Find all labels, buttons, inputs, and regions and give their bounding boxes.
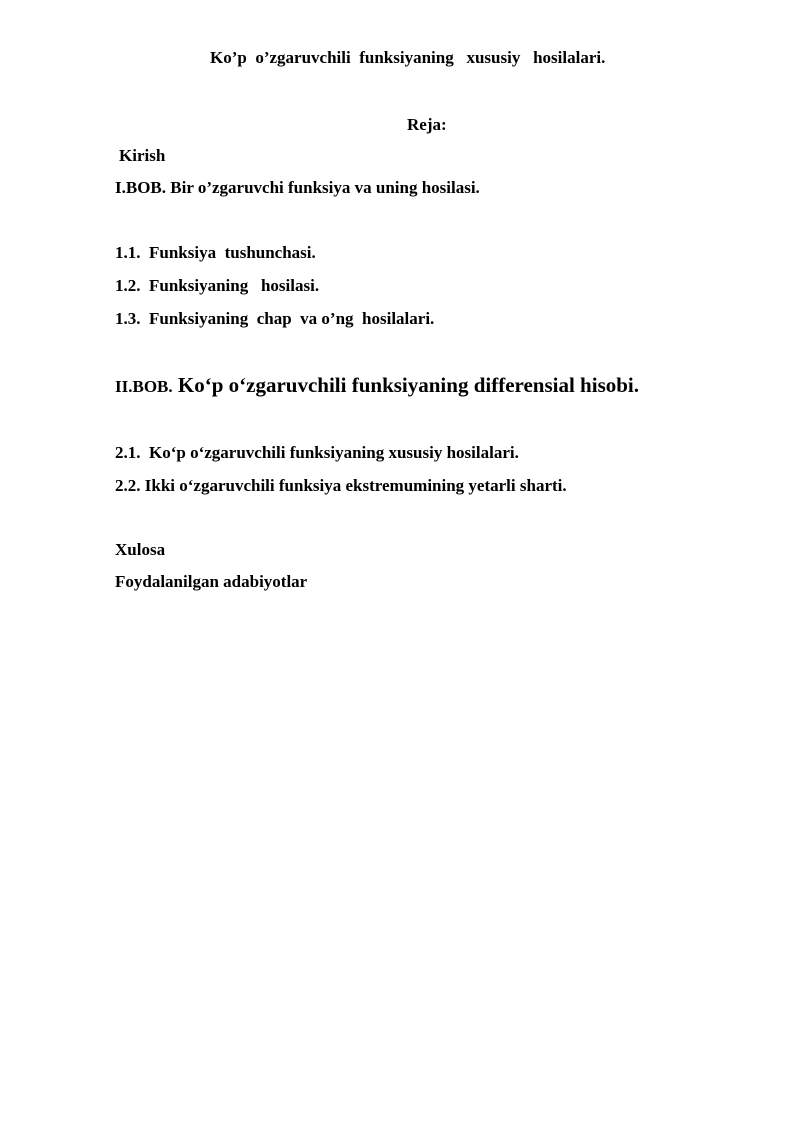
document-title: Ko’p o’zgaruvchili funksiyaning xususiy hosilalari. (210, 48, 606, 67)
toc-section-1-1: 1.1. Funksiya tushunchasi. (115, 243, 316, 262)
toc-section-2-1: 2.1. Koʻp oʻzgaruvchili funksiyaning xususiy hosilalari. (115, 443, 519, 462)
toc-conclusion: Xulosa (115, 540, 166, 559)
toc-chapter-2-prefix: II.BOB. (115, 377, 173, 396)
toc-chapter-2-heading (115, 372, 639, 400)
toc-intro: Kirish (119, 146, 166, 165)
toc-section-1-3: 1.3. Funksiyaning chap va o’ng hosilalari. (115, 309, 435, 328)
toc-section-2-2: 2.2. Ikki oʻzgaruvchili funksiya ekstremumining yetarli sharti. (115, 476, 567, 495)
toc-chapter-1-heading: I.BOB. Bir o’zgaruvchi funksiya va uning hosilasi. (115, 178, 480, 197)
toc-section-1-2: 1.2. Funksiyaning hosilasi. (115, 276, 320, 295)
toc-references: Foydalanilgan adabiyotlar (115, 572, 308, 591)
toc-chapter-2-title: Koʻp oʻzgaruvchili funksiyaning differensial hisobi. (172, 373, 639, 397)
plan-heading: Reja: (407, 115, 447, 134)
